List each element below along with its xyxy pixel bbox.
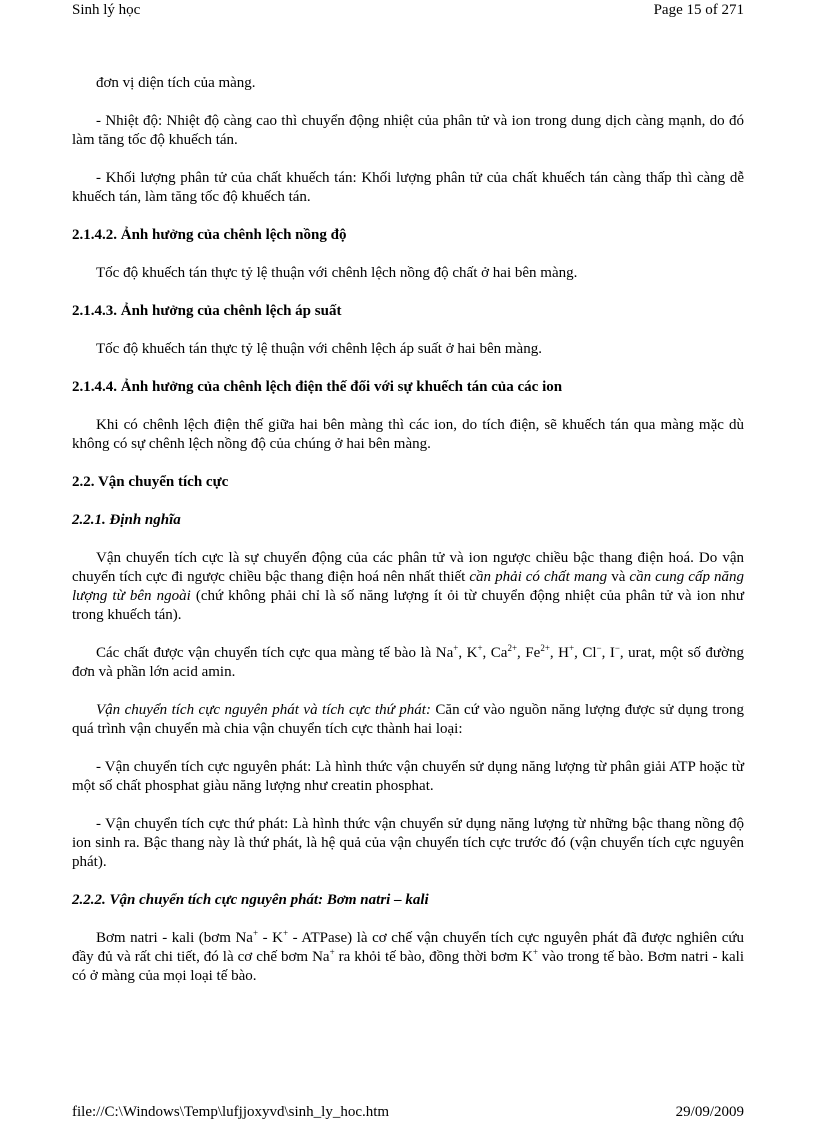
section-heading: 2.1.4.3. Ảnh hưởng của chênh lệch áp suất	[72, 303, 342, 319]
paragraph: đơn vị diện tích của màng.	[96, 75, 256, 91]
subsection-heading: 2.2.2. Vận chuyển tích cực nguyên phát: Bơm natri – kali	[72, 892, 429, 908]
paragraph	[72, 929, 744, 986]
paragraph: - Nhiệt độ: Nhiệt độ càng cao thì chuyển động nhiệt của phân tử và ion trong dung dịch càng mạnh, do đó làm tăng tốc độ khuếch tán.	[72, 113, 744, 148]
paragraph: - Vận chuyển tích cực nguyên phát: Là hình thức vận chuyển sử dụng năng lượng từ phân giải ATP hoặc từ một số chất phosphat giàu năng lượng như creatin phosphat.	[72, 759, 744, 794]
paragraph	[72, 644, 744, 682]
subsection-heading: 2.2.1. Định nghĩa	[72, 512, 181, 528]
header-title: Sinh lý học	[72, 2, 141, 18]
emphasis: cần cung cấp năng lượng từ bên ngoài	[72, 569, 744, 604]
text: Căn cứ vào nguồn năng lượng được sử dụng trong quá trình vận chuyển mà chia vận chuyển tích cực thành hai loại:	[72, 702, 744, 737]
section-heading: 2.2. Vận chuyển tích cực	[72, 474, 229, 490]
text: - ATPase) là cơ chế vận chuyển tích cực nguyên phát đã được nghiên cứu đầy đủ và rất chi tiết, đó là cơ chế bơm Na	[72, 930, 745, 965]
superscript: +	[252, 928, 259, 938]
superscript: +	[329, 947, 335, 957]
paragraph: Tốc độ khuếch tán thực tỷ lệ thuận với chênh lệch áp suất ở hai bên màng.	[96, 341, 542, 357]
text: , I	[601, 645, 615, 661]
footer-file-path: file://C:\Windows\Temp\lufjjoxyvd\sinh_ly_hoc.htm	[72, 1104, 390, 1120]
superscript: +	[453, 643, 459, 653]
superscript: +	[282, 928, 289, 938]
superscript: 2+	[540, 643, 550, 653]
text: , H	[549, 645, 569, 661]
text: Vận chuyển tích cực là sự chuyển động của các phân tử và ion ngược chiều bậc thang điện hoá. Do vận chuyển tích cực đi ngược chiều bậc thang điện hoá nên nhất thiết	[72, 550, 744, 585]
emphasis: Vận chuyển tích cực nguyên phát và tích cực thứ phát:	[96, 702, 431, 718]
text: , Cl	[574, 645, 597, 661]
section-heading: 2.1.4.4. Ảnh hưởng của chênh lệch điện thế đối với sự khuếch tán của các ion	[72, 379, 563, 395]
text: vào trong tế bào. Bơm natri - kali có ở màng của mọi loại tế bào.	[72, 949, 744, 984]
document-body	[72, 74, 744, 1005]
superscript: 2+	[507, 643, 518, 653]
paragraph: Khi có chênh lệch điện thế giữa hai bên màng thì các ion, do tích điện, sẽ khuếch tán qua màng mặc dù không có sự chênh lệch nồng độ của chúng ở hai bên màng.	[72, 417, 744, 452]
text: Các chất được vận chuyển tích cực qua màng tế bào là Na	[96, 645, 454, 661]
superscript: +	[568, 643, 575, 653]
superscript: −	[614, 643, 620, 653]
superscript: +	[532, 947, 538, 957]
text: Bơm natri - kali (bơm Na	[96, 930, 253, 946]
paragraph: Tốc độ khuếch tán thực tỷ lệ thuận với chênh lệch nồng độ chất ở hai bên màng.	[96, 265, 578, 281]
emphasis: cần phải có chất mang	[469, 569, 608, 585]
footer-date: 29/09/2009	[675, 1104, 744, 1120]
text: (chứ không phải chỉ là số năng lượng ít ỏi từ chuyển động nhiệt của phân tử và ion như trong khuếch tán).	[72, 588, 744, 623]
paragraph	[72, 701, 744, 739]
superscript: −	[596, 643, 602, 653]
text: , urat, một số đường đơn và phần lớn acid amin.	[72, 645, 744, 680]
text: , Fe	[517, 645, 541, 661]
superscript: +	[477, 643, 483, 653]
text: và	[607, 569, 630, 585]
paragraph: - Vận chuyển tích cực thứ phát: Là hình thức vận chuyển sử dụng năng lượng từ những bậc thang nồng độ ion sinh ra. Bậc thang này là thứ phát, là hệ quả của vận chuyển tích cực trước đó (vận chuyển tích cực nguyên phát).	[72, 816, 744, 870]
text: ra khỏi tế bào, đồng thời bơm K	[334, 949, 533, 965]
text: , Ca	[482, 645, 508, 661]
section-heading: 2.1.4.2. Ảnh hưởng của chênh lệch nồng độ	[72, 227, 347, 243]
page-number: Page 15 of 271	[653, 2, 744, 18]
text: , K	[458, 645, 478, 661]
text: - K	[258, 930, 283, 946]
paragraph	[72, 549, 744, 625]
paragraph: - Khối lượng phân tử của chất khuếch tán: Khối lượng phân tử của chất khuếch tán càng thấp thì càng dễ khuếch tán, làm tăng tốc độ khuếch tán.	[72, 170, 744, 205]
